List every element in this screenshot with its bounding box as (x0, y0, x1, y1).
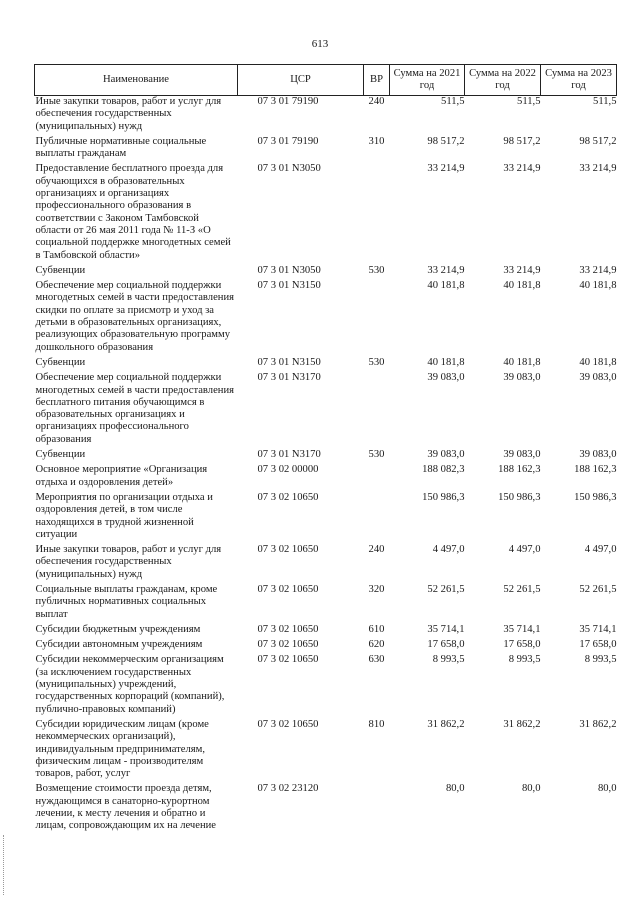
row-vr: 530 (368, 449, 385, 461)
header-sum-2022: Сумма на 2022 год (465, 65, 541, 96)
row-sum-2023: 511,5 (593, 96, 617, 107)
row-sum-2022: 188 162,3 (498, 464, 541, 476)
table-row (35, 265, 617, 280)
row-sum-2022: 39 083,0 (503, 372, 541, 384)
row-vr (364, 783, 390, 835)
row-name: Обеспечение мер социальной поддержки многодетных семей в части предоставления бесплатного питания обучающимся в образовательных организациях и организациях профессионального образования (35, 372, 234, 445)
table-header (35, 65, 617, 96)
table-row (35, 624, 617, 639)
row-sum-2023: 98 517,2 (579, 135, 617, 147)
row-sum-2022: 52 261,5 (503, 583, 541, 595)
row-sum-2021: 33 214,9 (427, 264, 465, 276)
row-csr: 07 3 02 23120 (257, 783, 319, 795)
row-sum-2022: 17 658,0 (503, 639, 541, 651)
row-sum-2022: 31 862,2 (503, 718, 541, 730)
row-vr: 530 (368, 356, 385, 368)
table-row (35, 654, 617, 718)
row-sum-2022: 150 986,3 (498, 491, 541, 503)
row-sum-2021: 98 517,2 (427, 135, 465, 147)
binding-margin-mark (3, 835, 7, 895)
row-sum-2023: 52 261,5 (579, 583, 617, 595)
row-sum-2021: 17 658,0 (427, 639, 465, 651)
row-name: Обеспечение мер социальной поддержки многодетных семей в части предоставления скидки по оплате за присмотр и уход за детьми в образовательных организациях, реализующих образовательную программу дошкольного образования (35, 280, 234, 353)
row-vr: 810 (368, 718, 385, 730)
row-name: Субвенции (35, 264, 86, 276)
row-name: Предоставление бесплатного проезда для обучающихся в образовательных организациях и организациях профессионального образования в соответствии с Законом Тамбовской области от 26 мая 2011 года № 11-З «О социальной поддержке многодетных семей в Тамбовской области» (35, 163, 231, 261)
row-vr: 630 (368, 654, 385, 666)
row-sum-2021: 4 497,0 (432, 544, 465, 556)
row-sum-2021: 40 181,8 (427, 356, 465, 368)
row-sum-2023: 39 083,0 (579, 372, 617, 384)
row-csr: 07 3 02 10650 (257, 491, 319, 503)
table-body (35, 96, 617, 836)
row-sum-2021: 80,0 (445, 783, 465, 795)
table-row (35, 449, 617, 464)
row-name: Субсидии бюджетным учреждениям (35, 623, 201, 635)
row-name: Субсидии некоммерческим организациям (за исключением государственных (муниципальных) учреждений, государственных корпораций (компаний), публично-правовых компаний) (35, 654, 225, 715)
row-sum-2023: 17 658,0 (579, 639, 617, 651)
row-vr: 530 (368, 264, 385, 276)
row-name: Иные закупки товаров, работ и услуг для обеспечения государственных (муниципальных) нужд (35, 96, 222, 132)
row-sum-2022: 8 993,5 (508, 654, 541, 666)
row-name: Субсидии юридическим лицам (кроме некоммерческих организаций), индивидуальным предпринимателям, физическим лицам - производителям товаров, работ, услуг (35, 718, 209, 780)
row-vr (364, 464, 390, 492)
row-sum-2023: 40 181,8 (579, 356, 617, 368)
row-sum-2023: 33 214,9 (579, 163, 617, 175)
table-row (35, 544, 617, 584)
row-sum-2022: 40 181,8 (503, 280, 541, 292)
row-sum-2021: 33 214,9 (427, 163, 465, 175)
table-row (35, 584, 617, 624)
row-vr (364, 372, 390, 449)
row-csr: 07 3 02 10650 (257, 544, 319, 556)
row-sum-2023: 80,0 (597, 783, 617, 795)
table-row (35, 280, 617, 357)
row-csr: 07 3 01 79190 (257, 96, 319, 107)
row-name: Основное мероприятие «Организация отдыха и оздоровления детей» (35, 464, 208, 488)
table-row (35, 96, 617, 136)
row-sum-2022: 40 181,8 (503, 356, 541, 368)
row-sum-2023: 8 993,5 (584, 654, 617, 666)
row-sum-2022: 35 714,1 (503, 623, 541, 635)
row-sum-2021: 39 083,0 (427, 372, 465, 384)
row-name: Субсидии автономным учреждениям (35, 639, 203, 651)
row-csr: 07 3 01 N3150 (257, 356, 321, 368)
row-vr: 620 (368, 639, 385, 651)
row-csr: 07 3 02 10650 (257, 623, 319, 635)
row-vr (364, 280, 390, 357)
table-row (35, 136, 617, 164)
row-name: Возмещение стоимости проезда детям, нуждающимся в санаторно-курортном лечении, к месту лечения и обратно и лицам, сопровождающим их на лечение (35, 783, 216, 832)
header-csr: ЦСР (238, 65, 364, 96)
header-sum-2021: Сумма на 2021 год (390, 65, 465, 96)
row-sum-2022: 33 214,9 (503, 264, 541, 276)
row-csr: 07 3 02 10650 (257, 718, 319, 730)
row-sum-2021: 8 993,5 (432, 654, 465, 666)
row-csr: 07 3 01 N3170 (257, 372, 321, 384)
row-vr: 310 (368, 135, 385, 147)
table-row (35, 464, 617, 492)
row-sum-2022: 511,5 (517, 96, 541, 107)
table-row (35, 492, 617, 544)
row-vr: 610 (368, 623, 385, 635)
row-sum-2023: 150 986,3 (574, 491, 617, 503)
row-sum-2021: 511,5 (441, 96, 465, 107)
row-csr: 07 3 01 N3050 (257, 163, 321, 175)
row-sum-2022: 39 083,0 (503, 449, 541, 461)
row-name: Публичные нормативные социальные выплаты гражданам (35, 135, 207, 160)
header-vr: ВР (364, 65, 390, 96)
row-sum-2021: 188 082,3 (422, 464, 465, 476)
row-csr: 07 3 02 10650 (257, 654, 319, 666)
row-vr: 240 (368, 544, 385, 556)
row-csr: 07 3 01 N3170 (257, 449, 321, 461)
row-name: Мероприятия по организации отдыха и оздоровления детей, в том числе находящихся в трудной жизненной ситуации (35, 491, 213, 540)
row-sum-2021: 40 181,8 (427, 280, 465, 292)
row-sum-2021: 39 083,0 (427, 449, 465, 461)
row-name: Субвенции (35, 449, 86, 461)
row-csr: 07 3 02 10650 (257, 639, 319, 651)
table-row (35, 639, 617, 654)
table-row (35, 357, 617, 372)
row-sum-2023: 40 181,8 (579, 280, 617, 292)
row-csr: 07 3 01 79190 (257, 135, 319, 147)
row-vr: 320 (368, 583, 385, 595)
row-sum-2021: 150 986,3 (422, 491, 465, 503)
row-csr: 07 3 01 N3050 (257, 264, 321, 276)
row-sum-2022: 33 214,9 (503, 163, 541, 175)
row-sum-2022: 4 497,0 (508, 544, 541, 556)
row-sum-2023: 35 714,1 (579, 623, 617, 635)
page-number: 613 (311, 38, 329, 50)
row-sum-2021: 35 714,1 (427, 623, 465, 635)
row-sum-2022: 98 517,2 (503, 135, 541, 147)
row-name: Социальные выплаты гражданам, кроме публичных нормативных социальных выплат (35, 583, 218, 620)
row-vr (364, 492, 390, 544)
row-sum-2022: 80,0 (521, 783, 541, 795)
table-row (35, 783, 617, 835)
header-sum-2023: Сумма на 2023 год (541, 65, 617, 96)
row-csr: 07 3 02 00000 (257, 464, 319, 476)
row-sum-2023: 31 862,2 (579, 718, 617, 730)
row-sum-2023: 39 083,0 (579, 449, 617, 461)
row-vr (364, 163, 390, 264)
table-row (35, 163, 617, 264)
row-sum-2023: 33 214,9 (579, 264, 617, 276)
row-name: Иные закупки товаров, работ и услуг для обеспечения государственных (муниципальных) нужд (35, 544, 222, 580)
budget-table (34, 64, 617, 836)
header-name: Наименование (35, 65, 238, 96)
row-sum-2021: 52 261,5 (427, 583, 465, 595)
row-sum-2023: 188 162,3 (574, 464, 617, 476)
table-row (35, 719, 617, 783)
row-sum-2023: 4 497,0 (584, 544, 617, 556)
row-name: Субвенции (35, 356, 86, 368)
row-vr: 240 (368, 96, 385, 107)
row-sum-2021: 31 862,2 (427, 718, 465, 730)
row-csr: 07 3 01 N3150 (257, 280, 321, 292)
row-csr: 07 3 02 10650 (257, 583, 319, 595)
table-row (35, 372, 617, 449)
